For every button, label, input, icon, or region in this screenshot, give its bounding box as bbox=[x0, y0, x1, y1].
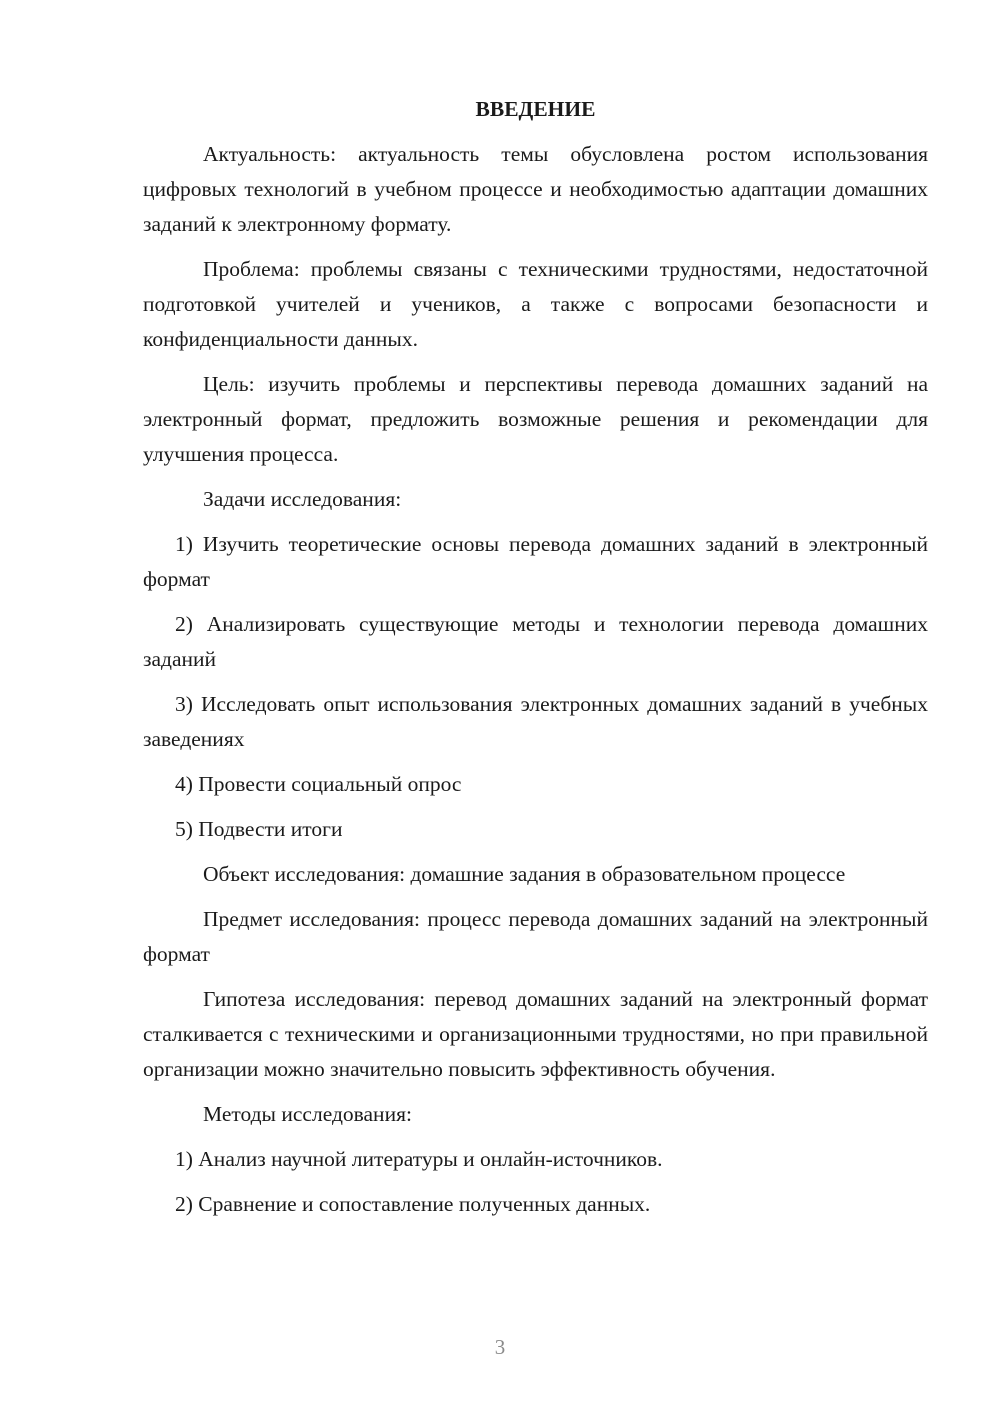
task-item: 5) Подвести итоги bbox=[175, 817, 343, 841]
hypothesis-paragraph: Гипотеза исследования: перевод домашних заданий на электронный формат сталкивается с техническими и организационными трудностями, но при правильной организации можно значительно повысить эффективность обучения. bbox=[143, 987, 928, 1081]
methods-heading: Методы исследования: bbox=[203, 1102, 412, 1126]
task-item: 3) Исследовать опыт использования электронных домашних заданий в учебных заведениях bbox=[143, 692, 928, 751]
page-number: 3 bbox=[494, 1335, 506, 1359]
task-item: 2) Анализировать существующие методы и технологии перевода домашних заданий bbox=[143, 612, 928, 671]
object-paragraph: Объект исследования: домашние задания в образовательном процессе bbox=[203, 862, 846, 886]
tasks-heading: Задачи исследования: bbox=[203, 487, 402, 511]
method-item: 2) Сравнение и сопоставление полученных данных. bbox=[175, 1192, 651, 1216]
task-item: 4) Провести социальный опрос bbox=[175, 772, 462, 796]
subject-paragraph: Предмет исследования: процесс перевода домашних заданий на электронный формат bbox=[143, 907, 928, 966]
section-title: ВВЕДЕНИЕ bbox=[475, 97, 596, 121]
task-item: 1) Изучить теоретические основы перевода домашних заданий в электронный формат bbox=[143, 532, 928, 591]
relevance-paragraph: Актуальность: актуальность темы обусловлена ростом использования цифровых технологий в учебном процессе и необходимостью адаптации домашних заданий к электронному формату. bbox=[143, 142, 928, 236]
goal-paragraph: Цель: изучить проблемы и перспективы перевода домашних заданий на электронный формат, предложить возможные решения и рекомендации для улучшения процесса. bbox=[143, 372, 928, 466]
problem-paragraph: Проблема: проблемы связаны с техническими трудностями, недостаточной подготовкой учителей и учеников, а также с вопросами безопасности и конфиденциальности данных. bbox=[143, 257, 928, 351]
method-item: 1) Анализ научной литературы и онлайн-источников. bbox=[175, 1147, 663, 1171]
document-page bbox=[143, 92, 928, 1232]
